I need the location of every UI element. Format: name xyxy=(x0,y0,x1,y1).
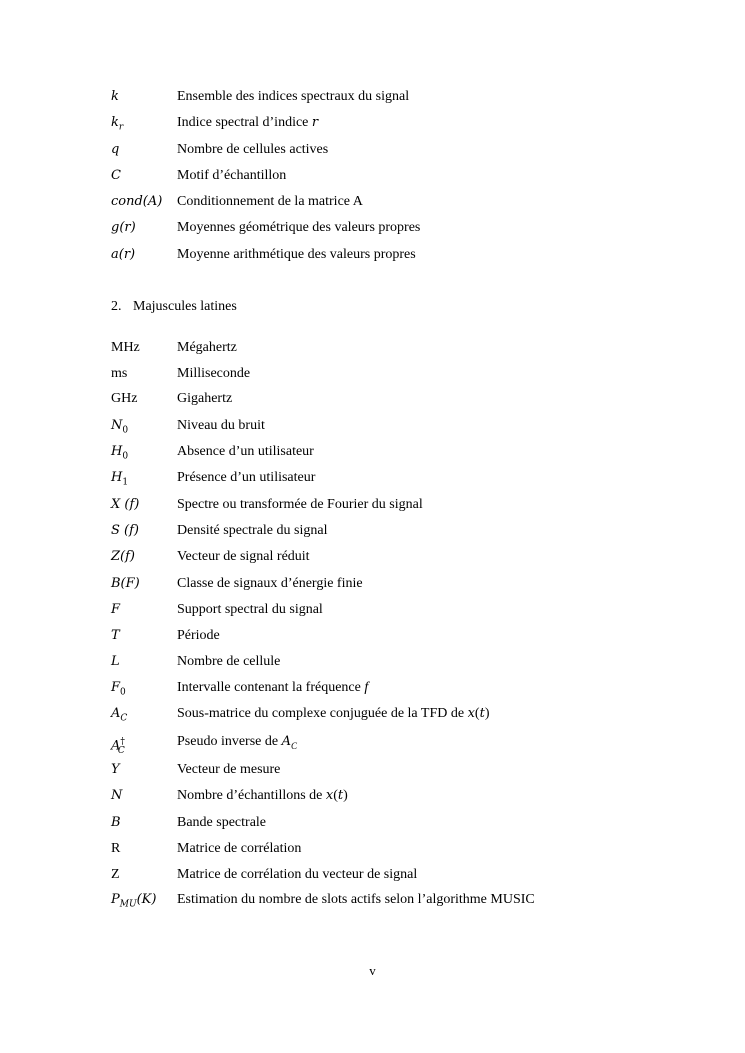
description: Estimation du nombre de slots actifs selon l’algorithme MUSIC xyxy=(177,892,535,907)
description: Absence d’un utilisateur xyxy=(177,444,314,459)
symbol: MHz xyxy=(111,340,140,355)
symbol: k xyxy=(111,89,119,104)
symbol: GHz xyxy=(111,391,138,406)
section-heading xyxy=(111,296,237,318)
symbol: $N_0$ xyxy=(111,418,129,436)
description: Nombre de cellule xyxy=(177,654,281,669)
description: Intervalle contenant la fréquence f xyxy=(177,680,369,695)
description: Mégahertz xyxy=(177,340,237,355)
description: Moyennes géométrique des valeurs propres xyxy=(177,220,421,235)
symbol: Y xyxy=(111,762,120,777)
description: Gigahertz xyxy=(177,391,233,406)
symbol: $H_0$ xyxy=(111,444,129,462)
symbol: L xyxy=(111,654,120,669)
description: Motif d’échantillon xyxy=(177,168,287,183)
description: Pseudo inverse de $A_C$ xyxy=(177,734,297,751)
symbol: B(F) xyxy=(111,576,140,591)
symbol: B xyxy=(111,815,121,830)
section-title: Majuscules latines xyxy=(133,299,237,314)
description: Support spectral du signal xyxy=(177,602,323,617)
description: Milliseconde xyxy=(177,366,251,381)
symbol: Z(f) xyxy=(111,549,135,564)
symbol: $H_1$ xyxy=(111,470,129,488)
description: Spectre ou transformée de Fourier du signal xyxy=(177,497,423,512)
description: Matrice de corrélation xyxy=(177,841,302,856)
description: Nombre de cellules actives xyxy=(177,142,329,157)
symbol: C xyxy=(111,168,121,183)
symbol: q xyxy=(111,142,120,157)
description: Période xyxy=(177,628,220,643)
symbol: g(r) xyxy=(111,220,136,235)
symbol: $A_C$ xyxy=(111,706,128,724)
symbol: X (f) xyxy=(111,497,140,512)
description: Bande spectrale xyxy=(177,815,267,830)
description: Nombre d’échantillons de x(t) xyxy=(177,788,348,803)
symbol: $A^\dagger_C$ xyxy=(111,737,125,756)
symbol: R xyxy=(111,841,121,856)
description: Niveau du bruit xyxy=(177,418,265,433)
description: Présence d’un utilisateur xyxy=(177,470,316,485)
page-number: v xyxy=(369,963,376,978)
symbol: $k_r$ xyxy=(111,115,124,133)
description: Densité spectrale du signal xyxy=(177,523,328,538)
symbol: Z xyxy=(111,867,120,882)
description: Moyenne arithmétique des valeurs propres xyxy=(177,247,416,262)
symbol: T xyxy=(111,628,120,643)
description: Conditionnement de la matrice A xyxy=(177,194,363,209)
symbol: $F_0$ xyxy=(111,680,126,698)
symbol: $P_{MU}(K)$ xyxy=(111,892,157,910)
description: Indice spectral d’indice r xyxy=(177,115,319,130)
description: Vecteur de signal réduit xyxy=(177,549,310,564)
description: Classe de signaux d’énergie finie xyxy=(177,576,363,591)
symbol: F xyxy=(111,602,121,617)
description: Sous-matrice du complexe conjuguée de la TFD de x(t) xyxy=(177,706,490,721)
description: Ensemble des indices spectraux du signal xyxy=(177,89,410,104)
symbol: ms xyxy=(111,366,128,381)
symbol: a(r) xyxy=(111,247,136,262)
description: Vecteur de mesure xyxy=(177,762,281,777)
symbol: cond(A) xyxy=(111,194,163,209)
section-number: 2. xyxy=(111,299,122,314)
symbol: S (f) xyxy=(111,523,139,538)
symbol: N xyxy=(111,788,123,803)
description: Matrice de corrélation du vecteur de signal xyxy=(177,867,418,882)
